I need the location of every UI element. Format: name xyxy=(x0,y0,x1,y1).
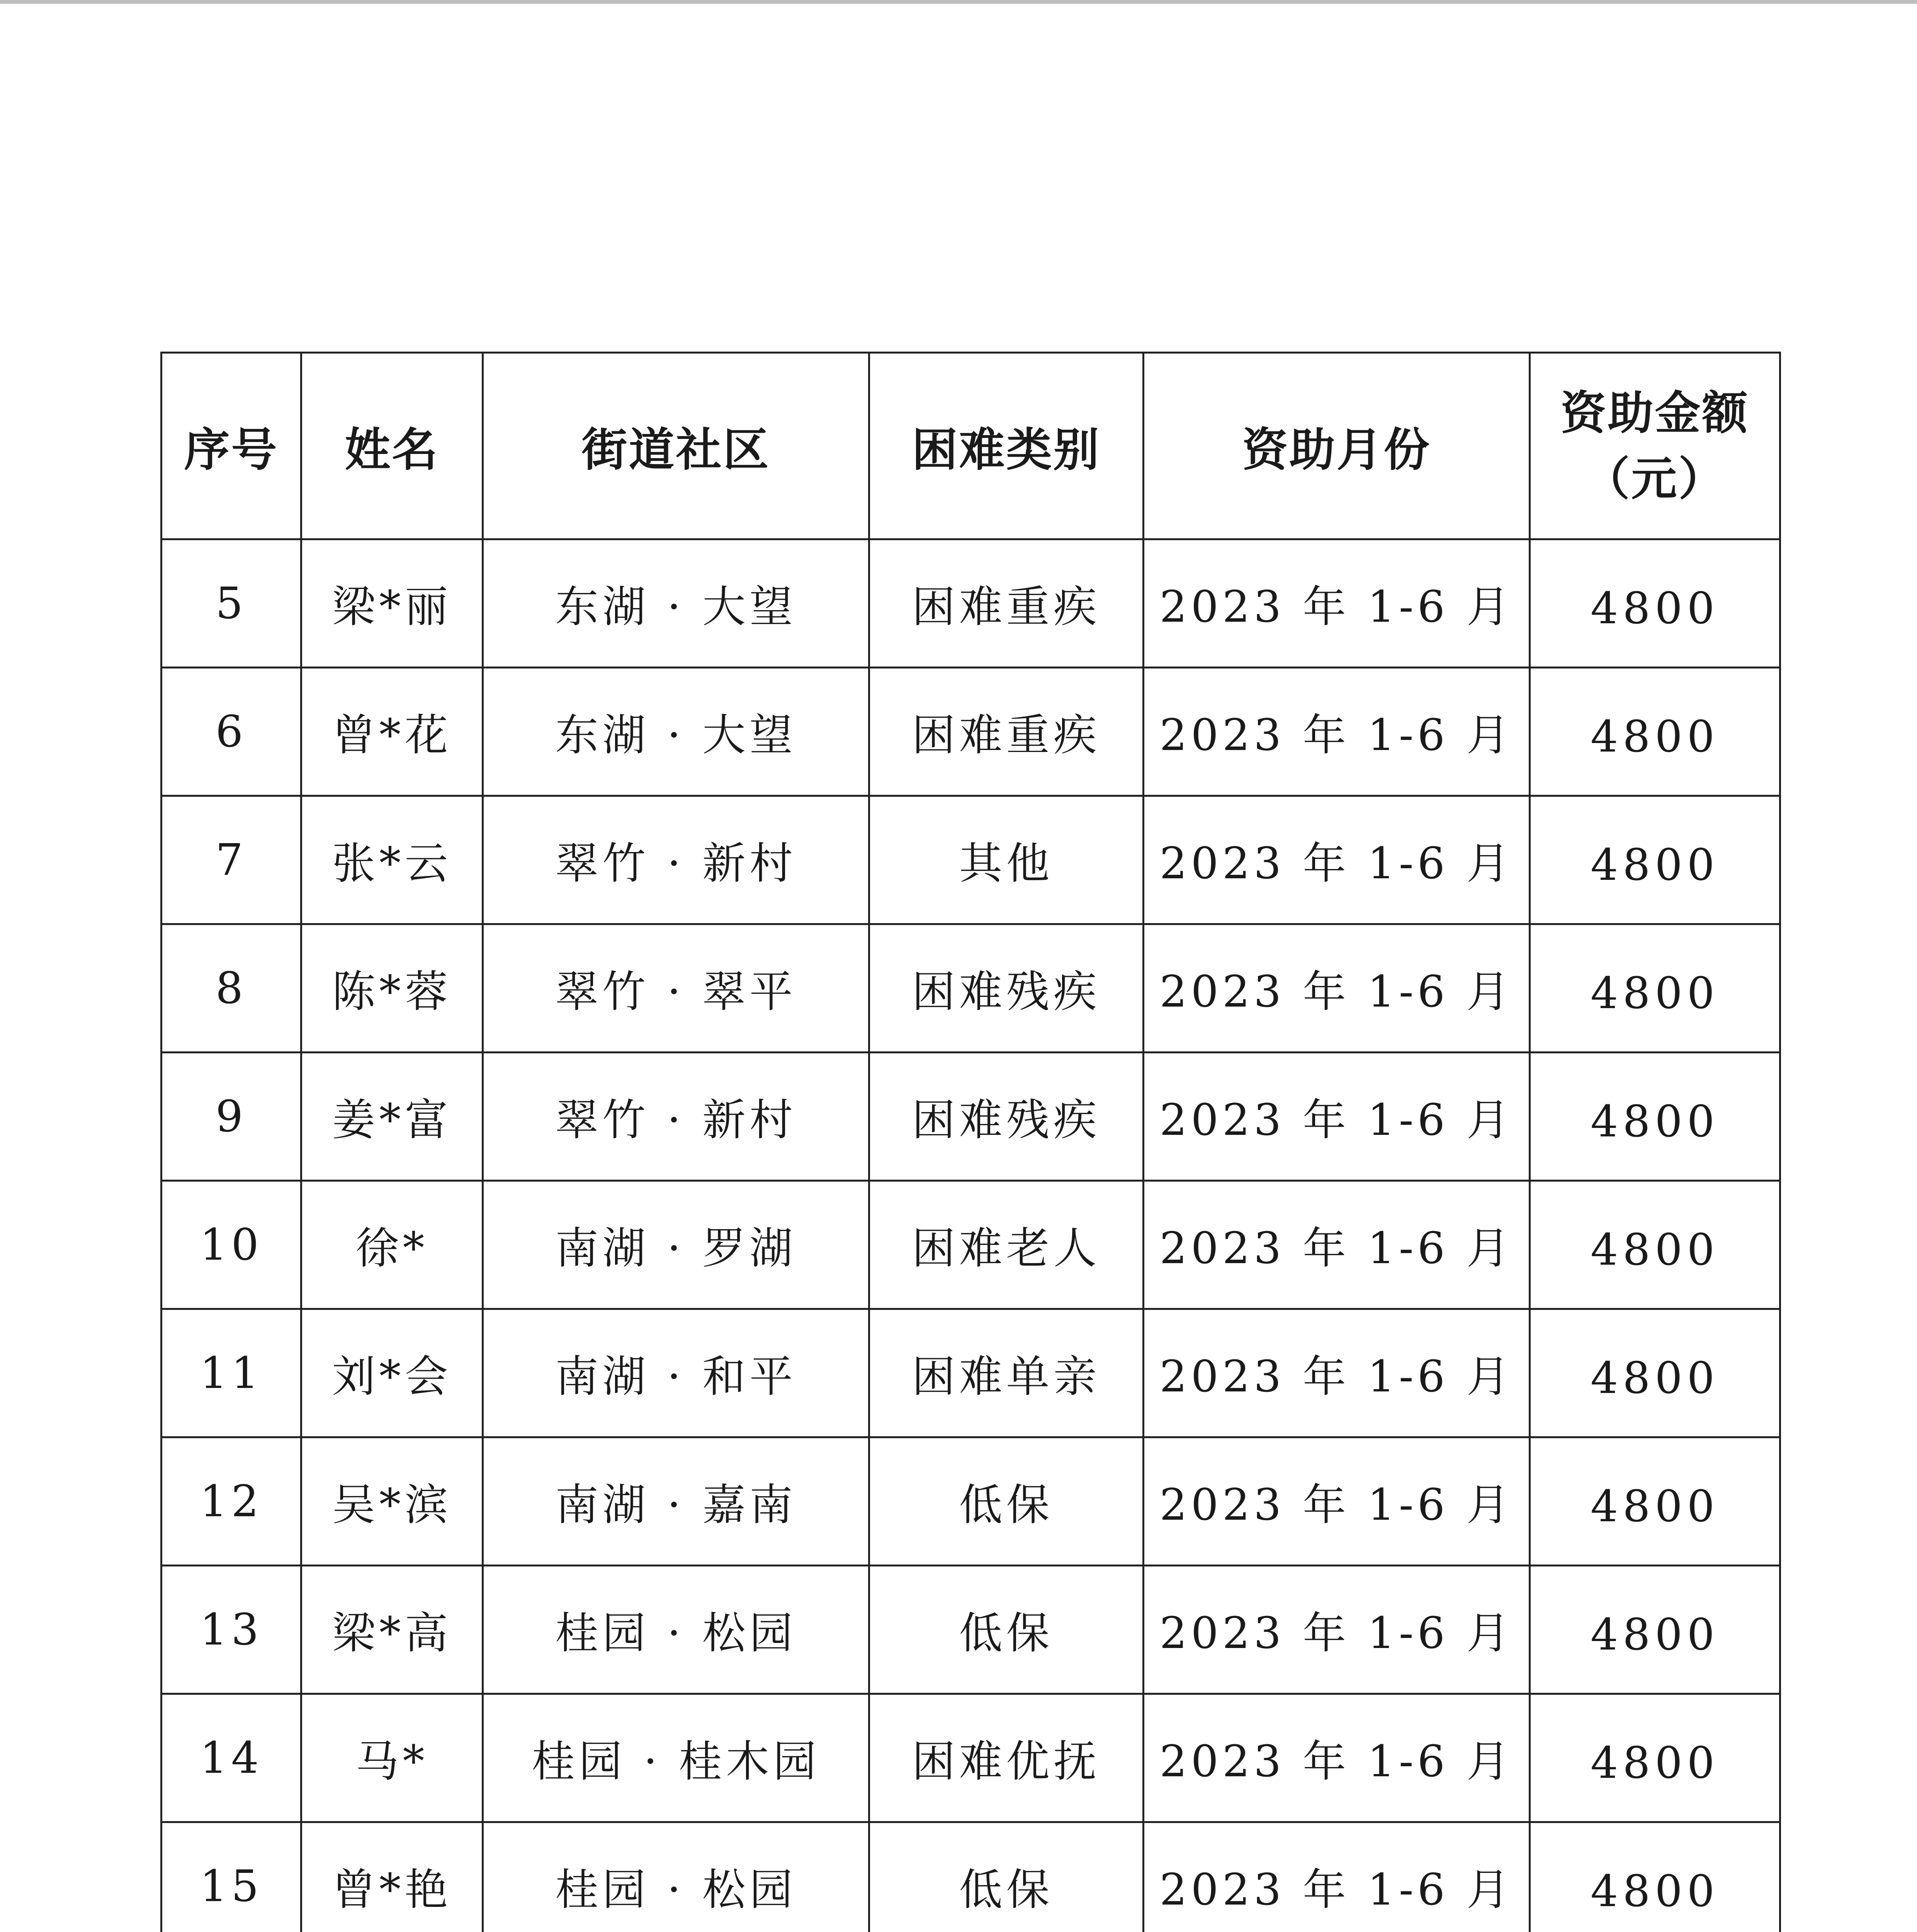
cell-amount: 4800 xyxy=(1530,1309,1780,1437)
cell-seq: 10 xyxy=(161,1181,301,1309)
cell-name: 梁*高 xyxy=(301,1566,483,1694)
cell-months: 2023 年 1-6 月 xyxy=(1144,1053,1530,1181)
cell-seq: 13 xyxy=(161,1566,301,1694)
cell-months: 2023 年 1-6 月 xyxy=(1144,539,1530,668)
cell-community: 东湖 · 大望 xyxy=(483,668,869,796)
header-name: 姓名 xyxy=(301,353,483,539)
cell-category: 困难单亲 xyxy=(869,1309,1144,1437)
cell-seq: 9 xyxy=(161,1053,301,1181)
cell-amount: 4800 xyxy=(1530,1181,1780,1309)
table-row xyxy=(161,796,1780,924)
header-amount-unit: （元） xyxy=(1584,452,1726,505)
cell-community: 翠竹 · 翠平 xyxy=(483,924,869,1053)
cell-seq: 11 xyxy=(161,1309,301,1437)
cell-amount: 4800 xyxy=(1530,1822,1780,1932)
table-row xyxy=(161,924,1780,1053)
cell-amount: 4800 xyxy=(1530,924,1780,1053)
table-row xyxy=(161,1694,1780,1822)
table-row xyxy=(161,1181,1780,1309)
cell-category: 困难重疾 xyxy=(869,539,1144,668)
cell-name: 陈*蓉 xyxy=(301,924,483,1053)
table-row xyxy=(161,1822,1780,1932)
cell-name: 曾*花 xyxy=(301,668,483,796)
cell-amount: 4800 xyxy=(1530,1053,1780,1181)
cell-name: 梁*丽 xyxy=(301,539,483,668)
cell-months: 2023 年 1-6 月 xyxy=(1144,924,1530,1053)
cell-category: 低保 xyxy=(869,1437,1144,1566)
cell-category: 其他 xyxy=(869,796,1144,924)
table-header-row xyxy=(161,353,1780,539)
table-row xyxy=(161,1566,1780,1694)
table-row xyxy=(161,539,1780,668)
table-row xyxy=(161,1053,1780,1181)
header-community: 街道社区 xyxy=(483,353,869,539)
cell-category: 低保 xyxy=(869,1566,1144,1694)
cell-category: 困难残疾 xyxy=(869,1053,1144,1181)
cell-category: 困难重疾 xyxy=(869,668,1144,796)
cell-seq: 8 xyxy=(161,924,301,1053)
cell-months: 2023 年 1-6 月 xyxy=(1144,1437,1530,1566)
cell-name: 张*云 xyxy=(301,796,483,924)
cell-name: 马* xyxy=(301,1694,483,1822)
cell-community: 南湖 · 和平 xyxy=(483,1309,869,1437)
cell-name: 曾*艳 xyxy=(301,1822,483,1932)
table-row xyxy=(161,1437,1780,1566)
cell-seq: 15 xyxy=(161,1822,301,1932)
cell-months: 2023 年 1-6 月 xyxy=(1144,796,1530,924)
cell-community: 翠竹 · 新村 xyxy=(483,796,869,924)
cell-months: 2023 年 1-6 月 xyxy=(1144,1566,1530,1694)
cell-months: 2023 年 1-6 月 xyxy=(1144,668,1530,796)
cell-community: 南湖 · 嘉南 xyxy=(483,1437,869,1566)
cell-amount: 4800 xyxy=(1530,796,1780,924)
header-amount xyxy=(1530,353,1780,539)
cell-name: 吴*滨 xyxy=(301,1437,483,1566)
cell-amount: 4800 xyxy=(1530,539,1780,668)
cell-amount: 4800 xyxy=(1530,1437,1780,1566)
cell-name: 刘*会 xyxy=(301,1309,483,1437)
header-amount-label: 资助金额 xyxy=(1560,386,1749,440)
cell-months: 2023 年 1-6 月 xyxy=(1144,1822,1530,1932)
cell-amount: 4800 xyxy=(1530,1694,1780,1822)
cell-community: 桂园 · 桂木园 xyxy=(483,1694,869,1822)
header-seq: 序号 xyxy=(161,353,301,539)
cell-months: 2023 年 1-6 月 xyxy=(1144,1694,1530,1822)
cell-community: 东湖 · 大望 xyxy=(483,539,869,668)
header-months: 资助月份 xyxy=(1144,353,1530,539)
header-category: 困难类别 xyxy=(869,353,1144,539)
cell-category: 低保 xyxy=(869,1822,1144,1932)
cell-category: 困难优抚 xyxy=(869,1694,1144,1822)
cell-community: 南湖 · 罗湖 xyxy=(483,1181,869,1309)
scan-top-edge xyxy=(0,0,1917,4)
cell-category: 困难残疾 xyxy=(869,924,1144,1053)
cell-community: 桂园 · 松园 xyxy=(483,1822,869,1932)
assistance-table xyxy=(160,352,1781,1932)
cell-seq: 14 xyxy=(161,1694,301,1822)
cell-name: 徐* xyxy=(301,1181,483,1309)
cell-seq: 12 xyxy=(161,1437,301,1566)
cell-seq: 5 xyxy=(161,539,301,668)
cell-name: 姜*富 xyxy=(301,1053,483,1181)
cell-amount: 4800 xyxy=(1530,668,1780,796)
cell-seq: 6 xyxy=(161,668,301,796)
cell-category: 困难老人 xyxy=(869,1181,1144,1309)
table-row xyxy=(161,1309,1780,1437)
cell-seq: 7 xyxy=(161,796,301,924)
cell-community: 翠竹 · 新村 xyxy=(483,1053,869,1181)
table-row xyxy=(161,668,1780,796)
cell-months: 2023 年 1-6 月 xyxy=(1144,1181,1530,1309)
cell-community: 桂园 · 松园 xyxy=(483,1566,869,1694)
cell-months: 2023 年 1-6 月 xyxy=(1144,1309,1530,1437)
cell-amount: 4800 xyxy=(1530,1566,1780,1694)
table-body xyxy=(161,539,1780,1932)
